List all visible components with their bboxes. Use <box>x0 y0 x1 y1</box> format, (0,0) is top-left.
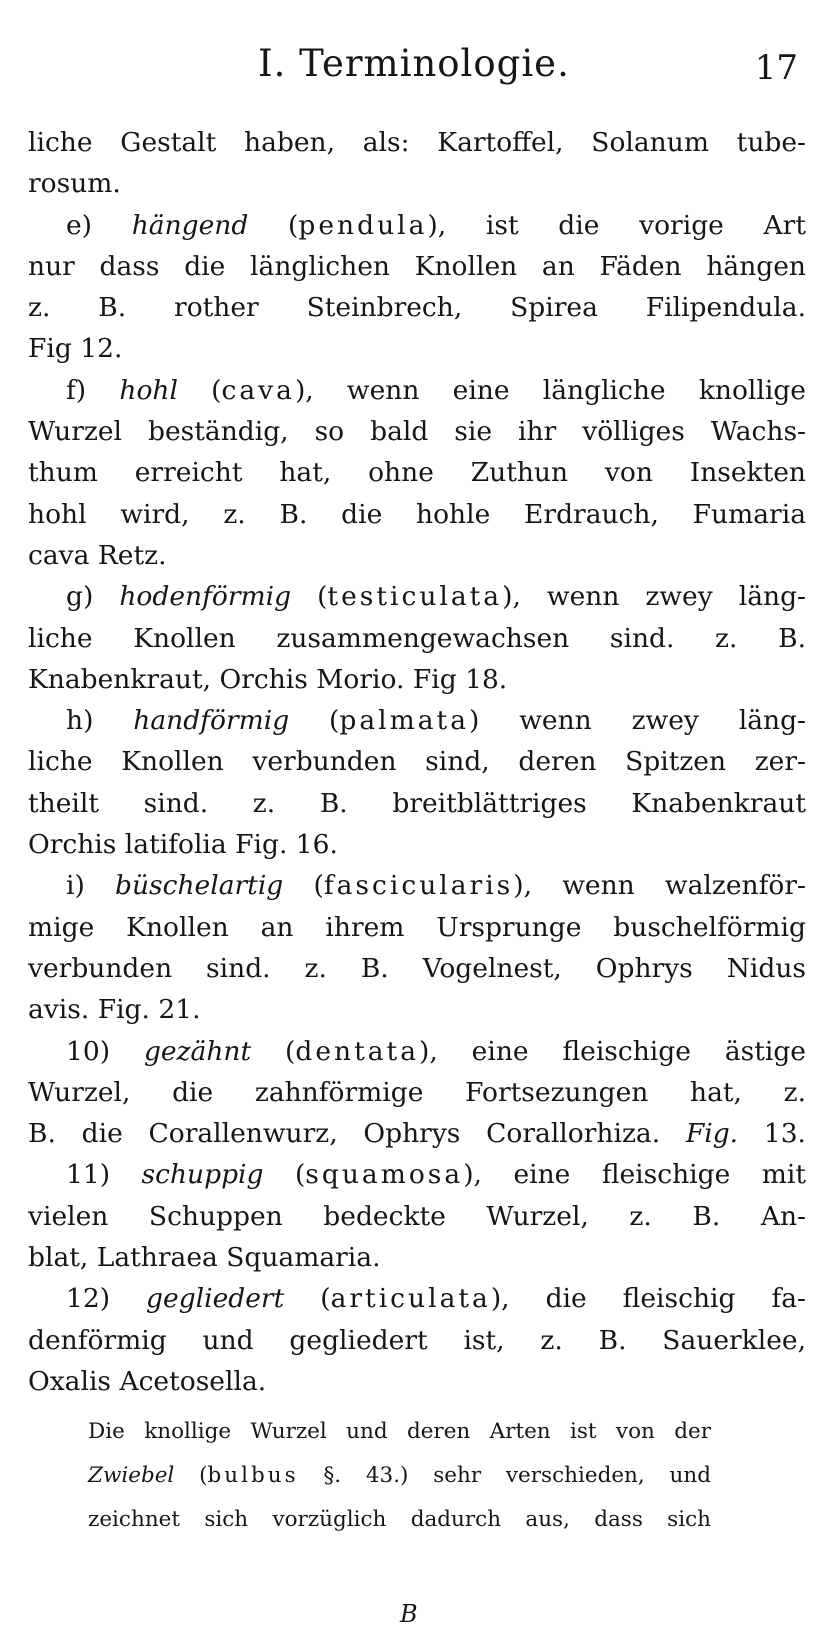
term: hodenförmig <box>119 581 292 613</box>
signature-mark: B <box>400 1600 418 1628</box>
term: hohl <box>119 374 178 406</box>
term: hängend <box>131 209 249 241</box>
text-line: liche Knollen verbunden sind, deren Spitzen zer- <box>28 746 806 778</box>
term: büschelartig <box>115 870 284 902</box>
text-line: rosum. <box>28 168 121 200</box>
text-line: Oxalis Acetosella. <box>28 1365 267 1397</box>
text-line: i) büschelartig (fascicularis), wenn walzenför- <box>66 870 806 902</box>
text-line: z. B. rother Steinbrech, Spirea Filipendula. <box>28 292 806 324</box>
text-line: blat, Lathraea Squamaria. <box>28 1242 381 1274</box>
latin-term: palmata <box>339 705 470 737</box>
latin-term: articulata <box>330 1283 491 1315</box>
term: gezähnt <box>143 1035 252 1067</box>
figure-ref: Fig. <box>685 1118 739 1150</box>
page-header <box>0 42 830 102</box>
text-line: verbunden sind. z. B. Vogelnest, Ophrys Nidus <box>28 952 806 984</box>
latin-term: pendula <box>298 209 428 241</box>
text-line: hohl wird, z. B. die hohle Erdrauch, Fumaria <box>28 498 806 530</box>
text-line: vielen Schuppen bedeckte Wurzel, z. B. An- <box>28 1200 806 1232</box>
latin-term: bulbus <box>207 1463 299 1489</box>
main-text <box>28 122 806 1542</box>
term: gegliedert <box>146 1283 285 1315</box>
text-line: 11) schuppig (squamosa), eine fleischige mit <box>66 1159 806 1191</box>
term: schuppig <box>141 1159 264 1191</box>
text-line: h) handförmig (palmata) wenn zwey läng- <box>66 705 806 737</box>
text-line: g) hodenförmig (testiculata), wenn zwey läng- <box>66 581 806 613</box>
note-line: Zwiebel (bulbus §. 43.) sehr verschieden, und <box>88 1463 711 1489</box>
latin-term: dentata <box>295 1035 420 1067</box>
term: Zwiebel <box>88 1463 175 1489</box>
text-line: avis. Fig. 21. <box>28 994 201 1026</box>
page-number: 17 <box>754 48 798 88</box>
footnote <box>28 1410 806 1542</box>
text-line: liche Gestalt haben, als: Kartoffel, Solanum tube- <box>28 127 806 158</box>
note-line: zeichnet sich vorzüglich dadurch aus, dass sich <box>88 1507 711 1533</box>
latin-term: squamosa <box>305 1159 464 1191</box>
text-line: Knabenkraut, Orchis Morio. Fig 18. <box>28 663 508 695</box>
note-line: Die knollige Wurzel und deren Arten ist von der <box>88 1419 711 1445</box>
text-line: e) hängend (pendula), ist die vorige Art <box>66 209 806 241</box>
latin-term: cava <box>221 374 295 406</box>
text-line: Orchis latifolia Fig. 16. <box>28 829 338 861</box>
text-line: 12) gegliedert (articulata), die fleischig fa- <box>66 1283 807 1315</box>
text-line: 10) gezähnt (dentata), eine fleischige ästige <box>66 1035 806 1067</box>
text-line: thum erreicht hat, ohne Zuthun von Insekten <box>28 457 806 489</box>
text-line: Fig 12. <box>28 333 123 365</box>
text-line: B. die Corallenwurz, Ophrys Corallorhiza. Fig. 13. <box>28 1118 806 1150</box>
text-line: liche Knollen zusammengewachsen sind. z. B. <box>28 622 806 654</box>
term: handförmig <box>133 705 290 737</box>
latin-term: testiculata <box>327 581 503 613</box>
running-head: I. Terminologie. <box>258 42 570 85</box>
latin-term: fascicularis <box>323 870 514 902</box>
text-line: Wurzel, die zahnförmige Fortsezungen hat, z. <box>28 1076 806 1108</box>
text-line: denförmig und gegliedert ist, z. B. Sauerklee, <box>28 1324 806 1356</box>
text-line: mige Knollen an ihrem Ursprunge buschelförmig <box>28 911 806 943</box>
text-line: f) hohl (cava), wenn eine längliche knollige <box>66 374 806 406</box>
text-line: Wurzel beständig, so bald sie ihr völliges Wachs- <box>28 416 806 448</box>
text-line: theilt sind. z. B. breitblättriges Knabenkraut <box>28 787 806 819</box>
text-line: cava Retz. <box>28 539 167 571</box>
text-line: nur dass die länglichen Knollen an Fäden hängen <box>28 250 806 282</box>
